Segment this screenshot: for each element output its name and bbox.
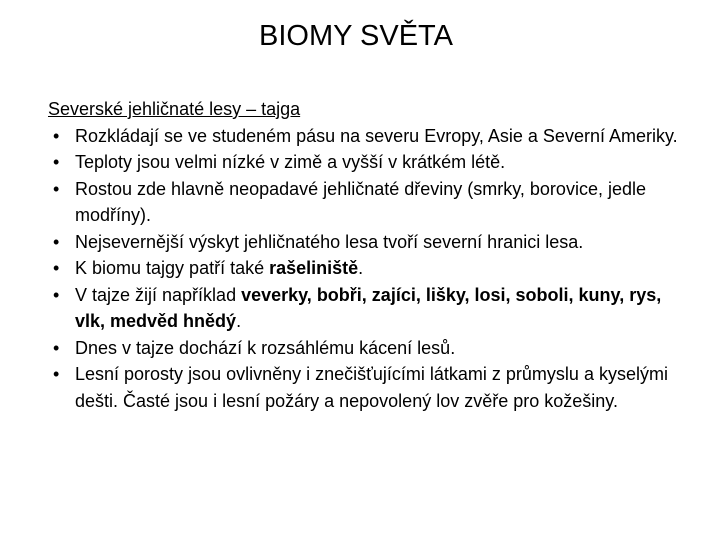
bullet-text: Lesní porosty jsou ovlivněny i znečišťujícími látkami z průmyslu a kyselými dešti. Časté jsou i lesní požáry a nepovolený lov zvěře pro kožešiny. xyxy=(75,364,668,411)
bullet-item xyxy=(48,255,688,282)
bullet-text-after: . xyxy=(358,258,364,278)
bullet-icon: • xyxy=(53,152,60,172)
bullet-text: Rozkládají se ve studeném pásu na severu Evropy, Asie a Severní Ameriky. xyxy=(75,125,678,146)
bullet-text-before: K biomu tajgy patří také xyxy=(75,258,270,278)
bullet-item xyxy=(48,335,688,362)
bullet-icon: • xyxy=(53,364,60,384)
slide-title: BIOMY SVĚTA xyxy=(259,20,453,52)
bullet-icon: • xyxy=(53,231,60,252)
bullet-item xyxy=(48,123,688,150)
bullet-icon: • xyxy=(53,284,60,305)
bullet-icon: • xyxy=(53,125,60,146)
slide-content xyxy=(48,96,688,414)
bullet-icon: • xyxy=(53,178,60,199)
bullet-text-bold: veverky, bobři, zajíci, lišky, losi, soboli, kuny, rys, vlk, medvěd hnědý xyxy=(75,284,662,331)
bullet-item xyxy=(48,149,688,176)
bullet-item xyxy=(48,282,688,335)
bullet-icon: • xyxy=(53,337,60,358)
bullet-text-bold: rašeliniště xyxy=(269,258,359,278)
bullet-icon: • xyxy=(53,258,60,278)
bullet-item xyxy=(48,361,688,414)
bullet-text: Nejsevernější výskyt jehličnatého lesa tvoří severní hranici lesa. xyxy=(75,231,584,252)
bullet-text: Teploty jsou velmi nízké v zimě a vyšší v krátkém létě. xyxy=(75,152,506,172)
bullet-text: Rostou zde hlavně neopadavé jehličnaté dřeviny (smrky, borovice, jedle modříny). xyxy=(75,178,646,225)
section-heading: Severské jehličnaté lesy – tajga xyxy=(48,99,301,119)
bullet-text-after: . xyxy=(236,311,242,331)
bullet-text-before: V tajze žijí například xyxy=(75,284,242,305)
bullet-text: Dnes v tajze dochází k rozsáhlému kácení lesů. xyxy=(75,337,456,358)
bullet-list xyxy=(48,123,688,415)
bullet-item xyxy=(48,229,688,256)
bullet-item xyxy=(48,176,688,229)
